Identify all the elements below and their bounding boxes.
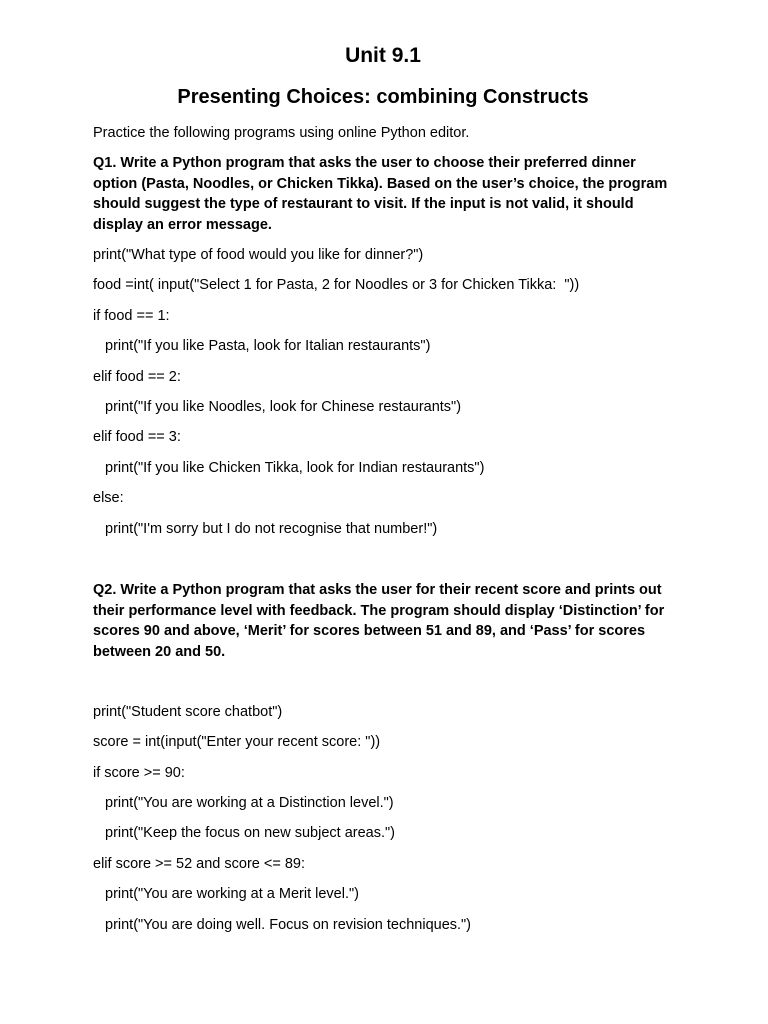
code-line: elif food == 3: <box>93 429 181 445</box>
code-line: print("If you like Chicken Tikka, look for Indian restaurants") <box>105 460 485 476</box>
code-line: elif score >= 52 and score <= 89: <box>93 856 305 872</box>
code-line: print("You are working at a Distinction level.") <box>105 795 394 811</box>
code-line: print("Keep the focus on new subject areas.") <box>105 825 395 841</box>
question-2: Q2. Write a Python program that asks the user for their recent score and prints out their performance level with feedback. The program should display ‘Distinction’ for scores 90 and above, ‘Merit’ for scores between 51 and 89, and ‘Pass’ for scores between 20 and 50. <box>93 582 665 660</box>
code-line: print("I'm sorry but I do not recognise that number!") <box>105 521 438 537</box>
code-line: elif food == 2: <box>93 369 181 385</box>
code-line: print("If you like Pasta, look for Italian restaurants") <box>105 338 431 354</box>
code-line: print("If you like Noodles, look for Chinese restaurants") <box>105 399 462 415</box>
code-line: print("You are doing well. Focus on revision techniques.") <box>105 917 472 933</box>
question-1: Q1. Write a Python program that asks the user to choose their preferred dinner option (Pasta, Noodles, or Chicken Tikka). Based on the user’s choice, the program should suggest the type of restaurant to visit. If the input is not valid, it should display an error message. <box>93 155 668 233</box>
code-line: print("Student score chatbot") <box>93 704 283 720</box>
unit-title: Unit 9.1 <box>345 44 421 67</box>
code-line: else: <box>93 490 124 506</box>
code-line: if score >= 90: <box>93 765 185 781</box>
page-title: Presenting Choices: combining Constructs <box>177 86 589 108</box>
code-line: if food == 1: <box>93 308 170 324</box>
code-line: print("What type of food would you like for dinner?") <box>93 247 424 263</box>
intro-text: Practice the following programs using online Python editor. <box>93 125 470 141</box>
code-line: print("You are working at a Merit level.") <box>105 886 359 902</box>
code-line: score = int(input("Enter your recent score: ")) <box>93 734 381 750</box>
code-line: food =int( input("Select 1 for Pasta, 2 for Noodles or 3 for Chicken Tikka: ")) <box>93 277 580 293</box>
